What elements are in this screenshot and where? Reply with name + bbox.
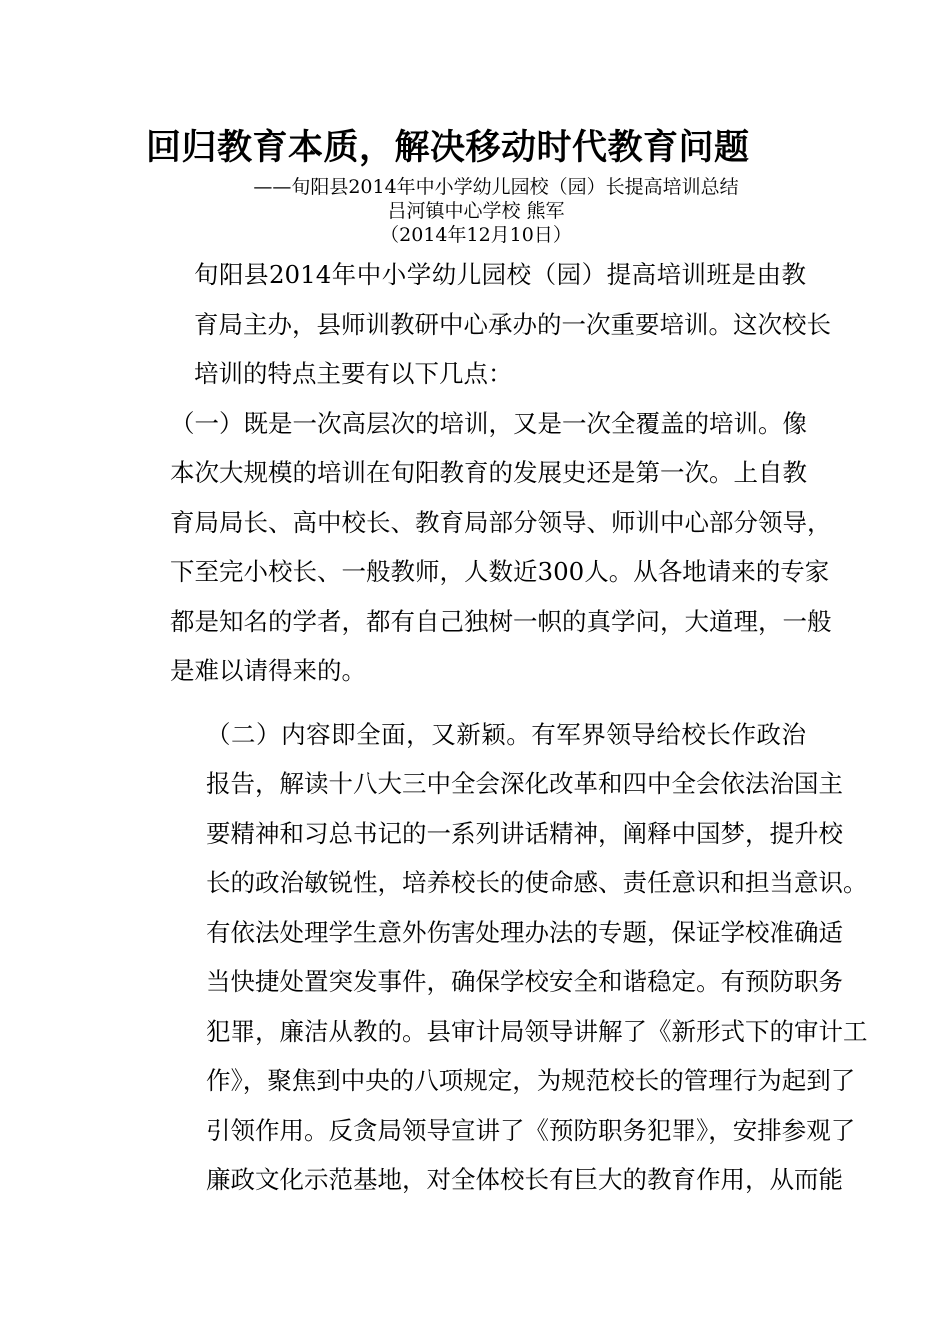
paragraph-line: 犯罪，廉洁从教的。县审计局领导讲解了《新形式下的审计工 — [206, 1016, 868, 1046]
paragraph-line: 旬阳县2014年中小学幼儿园校（园）提高培训班是由教 — [194, 260, 806, 289]
paragraph-line: 有依法处理学生意外伤害处理办法的专题，保证学校准确适 — [206, 917, 843, 947]
paragraph-line: 育局主办，县师训教研中心承办的一次重要培训。这次校长 — [194, 309, 831, 339]
document-date: （2014年12月10日） — [380, 224, 572, 246]
paragraph-line: 作》，聚焦到中央的八项规定，为规范校长的管理行为起到了 — [206, 1066, 856, 1095]
paragraph-line: 本次大规模的培训在旬阳教育的发展史还是第一次。上自教 — [170, 458, 807, 487]
paragraph-line: 都是知名的学者，都有自己独树一帜的真学问，大道理，一般 — [170, 606, 832, 636]
document-author: 吕河镇中心学校 熊军 — [387, 200, 565, 222]
document-subtitle: ——旬阳县2014年中小学幼儿园校（园）长提高培训总结 — [253, 176, 739, 198]
paragraph-point-two — [146, 710, 868, 1205]
paragraph-line: 引领作用。反贪局领导宣讲了《预防职务犯罪》，安排参观了 — [206, 1115, 856, 1145]
paragraph-intro — [146, 250, 831, 399]
paragraph-line: 育局局长、高中校长、教育局部分领导、师训中心部分领导， — [170, 507, 832, 537]
paragraph-line: 是难以请得来的。 — [170, 656, 366, 685]
paragraph-line: 廉政文化示范基地，对全体校长有巨大的教育作用，从而能 — [206, 1165, 843, 1194]
paragraph-line: 下至完小校长、一般教师，人数近300人。从各地请来的专家 — [170, 557, 830, 586]
paragraph-line: 当快捷处置突发事件，确保学校安全和谐稳定。有预防职务 — [206, 967, 843, 996]
paragraph-line: （二）内容即全面，又新颖。有军界领导给校长作政治 — [206, 719, 806, 749]
paragraph-line: 培训的特点主要有以下几点： — [194, 359, 513, 388]
document-title: 回归教育本质，解决移动时代教育问题 — [146, 128, 750, 168]
paragraph-line: 长的政治敏锐性，培养校长的使命感、责任意识和担当意识。 — [206, 868, 868, 897]
paragraph-line: 要精神和习总书记的一系列讲话精神，阐释中国梦，提升校 — [206, 818, 843, 848]
paragraph-line: （一）既是一次高层次的培训，又是一次全覆盖的培训。像 — [170, 408, 807, 438]
paragraph-point-one — [146, 399, 832, 696]
paragraph-line: 报告，解读十八大三中全会深化改革和四中全会依法治国主 — [206, 769, 843, 798]
document-body — [146, 250, 868, 1205]
